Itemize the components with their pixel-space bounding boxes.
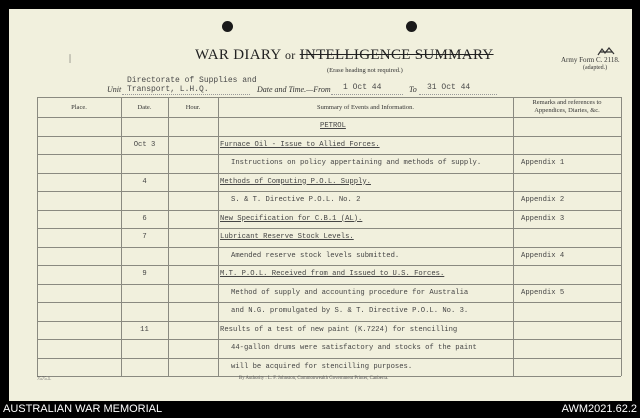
row-summary: Methods of Computing P.O.L. Supply. <box>220 177 371 186</box>
page-title <box>195 47 494 64</box>
column-header-summary: Summary of Events and Information. <box>317 104 414 111</box>
row-summary: S. & T. Directive P.O.L. No. 2 <box>231 196 361 204</box>
row-summary: 44-gallon drums were satisfactory and stocks of the paint <box>231 344 477 352</box>
row-date: Oct 3 <box>133 140 156 149</box>
row-divider <box>37 210 621 211</box>
row-summary: will be acquired for stencilling purposes. <box>231 362 413 371</box>
column-divider <box>37 97 38 376</box>
row-divider <box>37 265 621 266</box>
row-divider <box>37 173 621 174</box>
footer-accession: AWM2021.62.2 <box>561 403 637 415</box>
table-top-border <box>37 97 621 98</box>
row-summary: Results of a test of new paint (K.7224) for stencilling <box>220 325 458 334</box>
row-remarks: Appendix 4 <box>521 251 565 260</box>
from-underline <box>331 94 403 95</box>
row-remarks: Appendix 1 <box>521 159 565 167</box>
row-divider <box>37 136 621 137</box>
row-divider <box>37 154 621 155</box>
row-summary: Instructions on policy appertaining and methods of supply. <box>231 159 482 167</box>
column-divider <box>621 97 622 376</box>
form-code: 7575.1. <box>37 377 52 382</box>
title-struck: INTELLIGENCE SUMMARY <box>299 47 494 63</box>
table-header-border <box>37 117 621 118</box>
row-divider <box>37 302 621 303</box>
row-divider <box>37 284 621 285</box>
title-main: WAR DIARY <box>195 47 281 63</box>
column-divider <box>168 97 169 376</box>
row-date: 9 <box>142 270 147 278</box>
pen-mark: ᛁ <box>67 54 73 65</box>
row-date: 4 <box>142 177 147 186</box>
row-date: 6 <box>142 214 147 223</box>
row-summary: Amended reserve stock levels submitted. <box>231 251 400 260</box>
footer-bar <box>0 401 640 418</box>
unit-underline <box>122 94 250 95</box>
remarks-header-line2: Appendices, Diaries, &c. <box>534 107 600 114</box>
row-divider <box>37 321 621 322</box>
row-divider <box>37 228 621 229</box>
row-summary: M.T. P.O.L. Received from and Issued to U.S. Forces. <box>220 270 445 278</box>
date-to-value: 31 Oct 44 <box>427 83 471 92</box>
row-summary: PETROL <box>320 122 346 130</box>
date-time-label: Date and Time.—From <box>257 85 331 94</box>
unit-label: Unit <box>107 85 122 94</box>
erase-note: (Erase heading not required.) <box>327 67 403 74</box>
column-divider <box>513 97 514 376</box>
column-header-date: Date. <box>137 104 152 111</box>
row-summary: New Specification for C.B.1 (AL). <box>220 214 363 223</box>
column-header-remarks <box>513 99 621 115</box>
row-summary: and N.G. promulgated by S. & T. Directive P.O.L. No. 3. <box>231 307 469 315</box>
row-date: 7 <box>142 233 147 241</box>
footer-institution: AUSTRALIAN WAR MEMORIAL <box>3 403 163 415</box>
row-remarks: Appendix 3 <box>521 214 565 223</box>
punch-hole <box>406 21 417 32</box>
row-summary: Furnace Oil - Issue to Allied Forces. <box>220 140 380 149</box>
war-diary-sheet <box>9 9 632 401</box>
row-remarks: Appendix 5 <box>521 288 565 297</box>
column-header-place: Place. <box>71 104 87 111</box>
punch-hole <box>222 21 233 32</box>
army-form-sub: (adapted.) <box>583 65 608 71</box>
remarks-header-line1: Remarks and references to <box>532 99 602 106</box>
unit-value-line1: Directorate of Supplies and <box>127 76 257 85</box>
column-header-hour: Hour. <box>185 104 201 111</box>
column-divider <box>218 97 219 376</box>
row-divider <box>37 247 621 248</box>
printer-authority: By Authority : L. F. Johnston, Commonwealth Government Printer, Canberra. <box>239 376 389 381</box>
to-underline <box>419 94 497 95</box>
date-from-value: 1 Oct 44 <box>343 83 382 92</box>
army-form-label <box>561 56 620 72</box>
row-divider <box>37 191 621 192</box>
row-remarks: Appendix 2 <box>521 196 565 204</box>
row-divider <box>37 339 621 340</box>
to-label: To <box>409 85 417 94</box>
army-form-number: Army Form C. 2118. <box>561 56 620 64</box>
row-divider <box>37 358 621 359</box>
row-summary: Lubricant Reserve Stock Levels. <box>220 233 354 241</box>
row-date: 11 <box>140 325 149 334</box>
unit-value-line2: Transport, L.H.Q. <box>127 85 209 94</box>
title-or: or <box>284 48 296 62</box>
row-summary: Method of supply and accounting procedure for Australia <box>231 288 469 297</box>
